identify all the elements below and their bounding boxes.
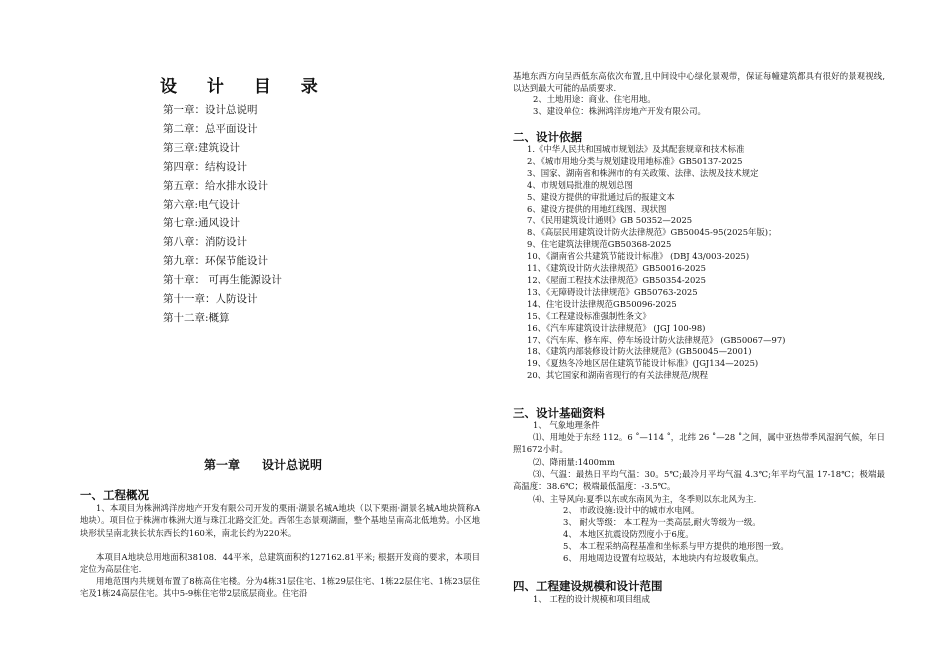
toc-item: 第七章:通风设计 — [163, 217, 241, 230]
list-item: 12、《屋面工程技术法律规范》GB50354-2025 — [527, 274, 706, 285]
list-item: 15、《工程建设标准强制性条文》 — [527, 310, 651, 321]
toc-item: 第十章： 可再生能源设计 — [163, 274, 282, 287]
list-item: 5、 本工程采纳高程基准和坐标系与甲方提供的地形图一致。 — [563, 540, 789, 551]
list-item: 7、《民用建筑设计通则》GB 50352—2025 — [527, 215, 693, 226]
toc-item: 第十一章：人防设计 — [163, 293, 258, 306]
toc-item: 第一章：设计总说明 — [163, 104, 258, 116]
toc-item: 第三章:建筑设计 — [163, 141, 241, 154]
toc-item: 第十二章:概算 — [163, 311, 230, 324]
toc-item: 第二章：总平面设计 — [163, 122, 258, 135]
list-item: 11、《建筑设计防火法律规范》GB50016-2025 — [527, 263, 706, 274]
overview-paragraph-2: 本项目A地块总用地面积38108．44平米，总建筑面积约127162.81平米; 根据开发商的要求，本项目定位为高层住宅. — [80, 552, 480, 575]
list-item: 2、 市政设施:设计中的城市水电网。 — [563, 505, 700, 515]
section-heading-overview: 一、工程概况 — [80, 488, 149, 502]
list-item: 1.《中华人民共和国城市规划法》及其配套规章和技术标准 — [527, 144, 745, 154]
list-item: 9、住宅建筑法律规范GB50368-2025 — [527, 239, 672, 250]
toc-item: 第九章：环保节能设计 — [163, 255, 268, 268]
list-item: 4、市规划局批准的规划总图 — [527, 179, 633, 190]
chapter-label: 第一章 — [204, 458, 241, 472]
toc-item: 第四章：结构设计 — [163, 160, 247, 173]
overview-paragraph-1: 1、本项目为株洲鸿洋房地产开发有限公司开发的栗雨·湖景名城A地块（以下栗雨·湖景名城A地块简称A地块）。项目位于株洲市株洲大道与珠江北路交汇处。西邻生态景观湖面，整个基地呈南高北低地势。小区地块形状呈南北狭长状东西长约160米，南北长约为220米。 — [80, 503, 480, 538]
location-paragraph: ⑴、用地处于东经 112。6 ˚—114 ˚，北纬 26 ˚—28 ˚之间，属中亚热带季风湿润气候，年日照1672小时。 — [513, 432, 885, 455]
chapter-title — [204, 456, 322, 473]
list-item: 10、《湖南省公共建筑节能设计标准》 (DBJ 43/003-2025) — [527, 251, 750, 262]
list-item: 3、 耐火等级： 本工程为一类高层,耐火等级为一级。 — [563, 516, 761, 527]
developer-item: 3、建设单位：株洲鸿洋房地产开发有限公司。 — [533, 105, 706, 116]
overview-paragraph-continued: 基地东西方向呈西低东高依次布置,且中间设中心绿化景观带，保证每幢建筑都具有很好的景观视线,以达到最大可能的品质要求. — [513, 71, 885, 94]
list-item: 17、《汽车库、修车库、停车场设计防火法律规范》 (GB50067—97) — [527, 334, 786, 345]
overview-paragraph-3: 用地范围内共规划布置了8栋高住宅楼。分为4栋31层住宅、1栋29层住宅、1栋22层住宅、1栋23层住宅及1栋24高层住宅。其中5-9栋住宅带2层底层商业。住宅沿 — [80, 576, 480, 599]
list-item: 5、建设方提供的审批通过后的报建文本 — [527, 191, 675, 202]
overview-items — [533, 94, 706, 118]
wind-line: ⑷、主导风向:夏季以东或东南风为主，冬季则以东北风为主. — [533, 494, 757, 504]
list-item: 19、《夏热冬冷地区居住建筑节能设计标准》(JGJ134—2025) — [527, 358, 759, 369]
list-item: 4、 本地区抗震设防烈度小于6度。 — [563, 528, 694, 539]
list-item: 2、《城市用地分类与规划建设用地标准》GB50137-2025 — [527, 155, 743, 166]
toc-item: 第八章：消防设计 — [163, 236, 247, 249]
list-item: 13、《无障碍设计法律规范》GB50763-2025 — [527, 286, 698, 297]
toc-item: 第五章：给水排水设计 — [163, 179, 268, 192]
toc-list — [163, 101, 282, 328]
list-item: 6、 用地周边设置有垃圾站，本地块内有垃圾收集点。 — [563, 552, 764, 563]
temperature-paragraph: ⑶、气温：最热日平均气温：30。5℃;最冷月平均气温 4.3℃;年平均气温 17-18℃；极端最高温度：38.6℃；极端最低温度：-3.5℃。 — [513, 469, 885, 492]
list-item: 3、国家、湖南省和株洲市的有关政策、法律、法规及技术规定 — [527, 167, 759, 178]
chapter-name: 设计总说明 — [262, 458, 323, 472]
design-basis-list — [527, 144, 785, 382]
scale-item: 1、 工程的设计规模和项目组成 — [533, 594, 650, 604]
toc-title: 设 计 目 录 — [160, 77, 330, 97]
rainfall-line: ⑵、降雨量:1400mm — [533, 457, 615, 467]
section-heading-scale: 四、工程建设规模和设计范围 — [513, 579, 663, 593]
base-data-list — [563, 505, 789, 565]
list-item: 16、《汽车库建筑设计法律规范》 (JGJ 100-98) — [527, 322, 706, 333]
list-item: 20、其它国家和湖南省现行的有关法律规范/规程 — [527, 370, 708, 381]
list-item: 14、住宅设计法律规范GB50096-2025 — [527, 298, 677, 309]
list-item: 18、《建筑内部装修设计防火法律规范》(GB50045—2001) — [527, 346, 752, 357]
section-heading-basis: 二、设计依据 — [513, 130, 582, 144]
list-item: 8、《高层民用建筑设计防火法律规范》GB50045-95(2025年版)； — [527, 227, 777, 238]
section-heading-base-data: 三、设计基础资料 — [513, 406, 605, 420]
climate-heading: 1、 气象地理条件 — [533, 420, 600, 430]
toc-item: 第六章:电气设计 — [163, 198, 241, 211]
list-item: 6、建设方提供的用地红线图、现状图 — [527, 203, 667, 214]
land-use-item: 2、土地用途：商业、住宅用地。 — [533, 94, 656, 104]
